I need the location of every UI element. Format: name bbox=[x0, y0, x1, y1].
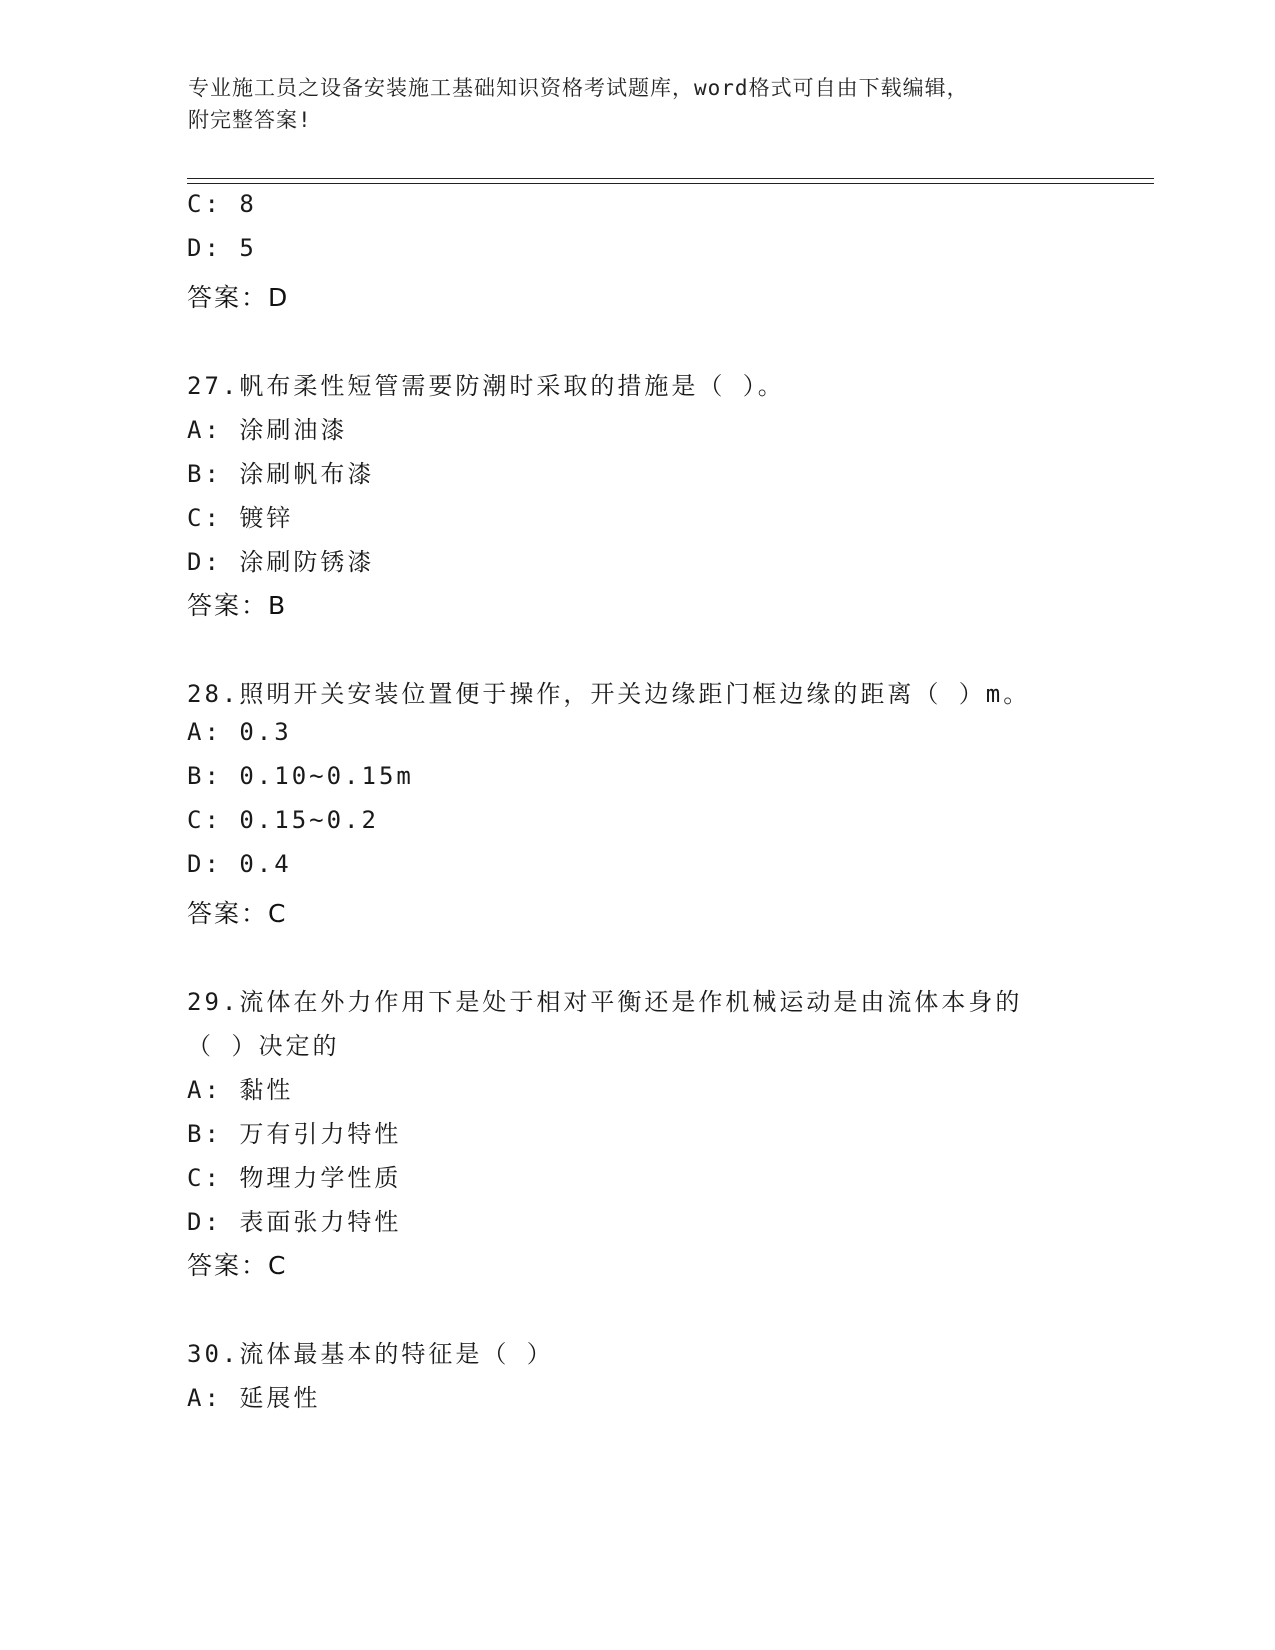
question-27-stem: 27.帆布柔性短管需要防潮时采取的措施是（ ）。 bbox=[187, 372, 785, 400]
option-c: C: 8 bbox=[187, 190, 257, 218]
header-divider-bottom bbox=[187, 183, 1154, 184]
header-divider-top bbox=[187, 178, 1154, 179]
question-28-option-d: D: 0.4 bbox=[187, 850, 292, 878]
question-28-option-b: B: 0.10~0.15m bbox=[187, 762, 414, 790]
question-27-option-b: B: 涂刷帆布漆 bbox=[187, 460, 375, 488]
answer-text: 答案：D bbox=[187, 283, 290, 312]
question-29-stem-line-1: 29.流体在外力作用下是处于相对平衡还是作机械运动是由流体本身的 bbox=[187, 988, 1023, 1016]
document-header bbox=[188, 72, 1088, 136]
option-d: D: 5 bbox=[187, 234, 257, 262]
question-27-option-c: C: 镀锌 bbox=[187, 504, 294, 532]
question-27-answer: 答案：B bbox=[187, 591, 288, 620]
question-29-option-a: A: 黏性 bbox=[187, 1076, 294, 1104]
question-28-option-a: A: 0.3 bbox=[187, 718, 292, 746]
question-29-option-c: C: 物理力学性质 bbox=[187, 1164, 402, 1192]
header-line-2: 附完整答案! bbox=[188, 108, 312, 132]
question-28-option-c: C: 0.15~0.2 bbox=[187, 806, 379, 834]
question-27-option-d: D: 涂刷防锈漆 bbox=[187, 548, 375, 576]
question-28-stem: 28.照明开关安装位置便于操作，开关边缘距门框边缘的距离（ ）m。 bbox=[187, 680, 1031, 708]
question-29-stem-line-2: （ ）决定的 bbox=[187, 1032, 340, 1060]
question-28-answer: 答案：C bbox=[187, 899, 288, 928]
question-30-stem: 30.流体最基本的特征是（ ） bbox=[187, 1340, 554, 1368]
question-29-option-b: B: 万有引力特性 bbox=[187, 1120, 402, 1148]
question-29-answer: 答案：C bbox=[187, 1251, 288, 1280]
question-29-option-d: D: 表面张力特性 bbox=[187, 1208, 402, 1236]
header-line-1: 专业施工员之设备安装施工基础知识资格考试题库，word格式可自由下载编辑， bbox=[188, 76, 969, 100]
question-27-option-a: A: 涂刷油漆 bbox=[187, 416, 348, 444]
question-30-option-a: A: 延展性 bbox=[187, 1384, 321, 1412]
